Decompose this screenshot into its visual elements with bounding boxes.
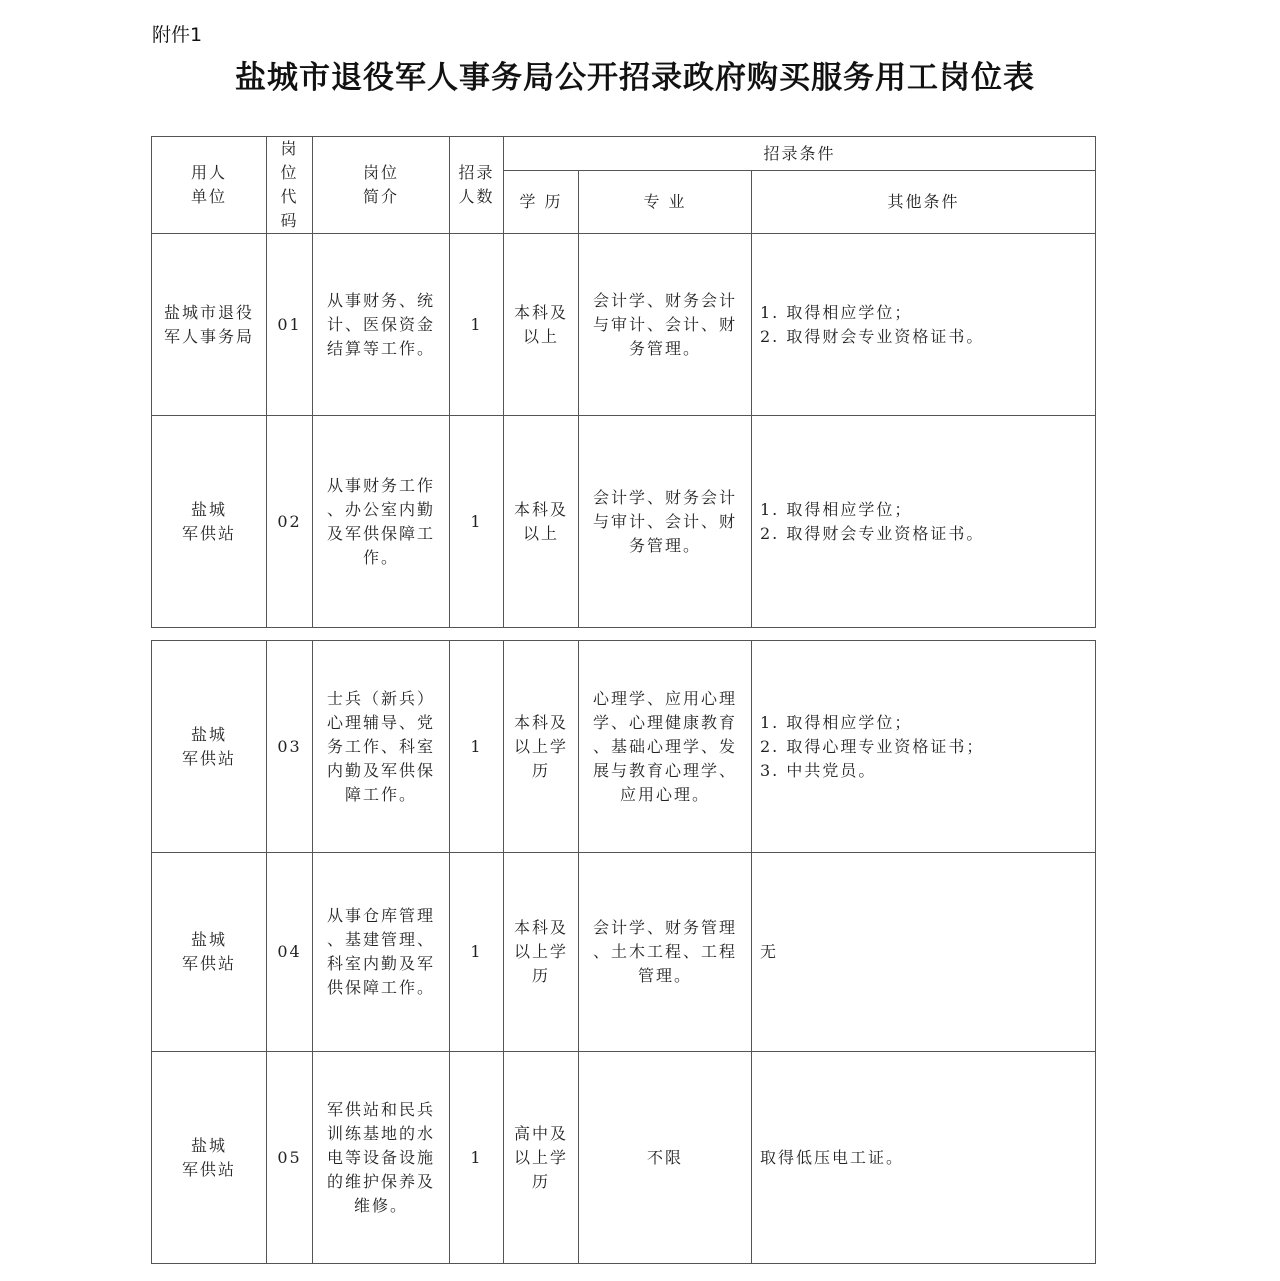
unit-cell: 盐城 军供站 (152, 1052, 267, 1264)
code-cell: 02 (267, 416, 313, 628)
attachment-label: 附件1 (152, 24, 203, 46)
positions-table-part-1 (151, 136, 1096, 628)
other-cell: 1. 取得相应学位； 2. 取得财会专业资格证书。 (752, 416, 1096, 628)
count-cell: 1 (450, 641, 504, 853)
unit-cell: 盐城市退役 军人事务局 (152, 234, 267, 416)
intro-cell: 从事仓库管理 、基建管理、 科室内勤及军 供保障工作。 (313, 853, 450, 1052)
header-education: 学 历 (504, 171, 579, 234)
header-intro: 岗位 简介 (313, 137, 450, 234)
table-row (152, 1052, 1096, 1264)
other-cell: 无 (752, 853, 1096, 1052)
other-cell: 取得低压电工证。 (752, 1052, 1096, 1264)
header-row (152, 137, 1096, 171)
table-row (152, 416, 1096, 628)
header-other: 其他条件 (752, 171, 1096, 234)
education-cell: 本科及 以上 (504, 416, 579, 628)
header-major: 专 业 (579, 171, 752, 234)
header-code: 岗 位 代 码 (267, 137, 313, 234)
intro-cell: 从事财务工作 、办公室内勤 及军供保障工 作。 (313, 416, 450, 628)
count-cell: 1 (450, 1052, 504, 1264)
intro-cell: 军供站和民兵 训练基地的水 电等设备设施 的维护保养及 维修。 (313, 1052, 450, 1264)
count-cell: 1 (450, 234, 504, 416)
unit-cell: 盐城 军供站 (152, 853, 267, 1052)
positions-table-part-2 (151, 640, 1096, 1264)
major-cell: 会计学、财务会计 与审计、会计、财 务管理。 (579, 234, 752, 416)
education-cell: 本科及 以上 (504, 234, 579, 416)
unit-cell: 盐城 军供站 (152, 641, 267, 853)
header-unit: 用人 单位 (152, 137, 267, 234)
other-cell: 1. 取得相应学位； 2. 取得心理专业资格证书； 3. 中共党员。 (752, 641, 1096, 853)
table-row (152, 641, 1096, 853)
header-count: 招录 人数 (450, 137, 504, 234)
intro-cell: 士兵（新兵） 心理辅导、党 务工作、科室 内勤及军供保 障工作。 (313, 641, 450, 853)
education-cell: 本科及 以上学 历 (504, 853, 579, 1052)
header-conditions: 招录条件 (504, 137, 1096, 171)
unit-cell: 盐城 军供站 (152, 416, 267, 628)
major-cell: 会计学、财务管理 、土木工程、工程 管理。 (579, 853, 752, 1052)
major-cell: 心理学、应用心理 学、心理健康教育 、基础心理学、发 展与教育心理学、 应用心理。 (579, 641, 752, 853)
code-cell: 03 (267, 641, 313, 853)
code-cell: 01 (267, 234, 313, 416)
intro-cell: 从事财务、统 计、医保资金 结算等工作。 (313, 234, 450, 416)
table-row (152, 853, 1096, 1052)
code-cell: 04 (267, 853, 313, 1052)
other-cell: 1. 取得相应学位； 2. 取得财会专业资格证书。 (752, 234, 1096, 416)
table-row (152, 234, 1096, 416)
major-cell: 会计学、财务会计 与审计、会计、财 务管理。 (579, 416, 752, 628)
count-cell: 1 (450, 416, 504, 628)
document-title: 盐城市退役军人事务局公开招录政府购买服务用工岗位表 (235, 60, 1035, 96)
major-cell: 不限 (579, 1052, 752, 1264)
code-cell: 05 (267, 1052, 313, 1264)
count-cell: 1 (450, 853, 504, 1052)
education-cell: 本科及 以上学 历 (504, 641, 579, 853)
education-cell: 高中及 以上学 历 (504, 1052, 579, 1264)
